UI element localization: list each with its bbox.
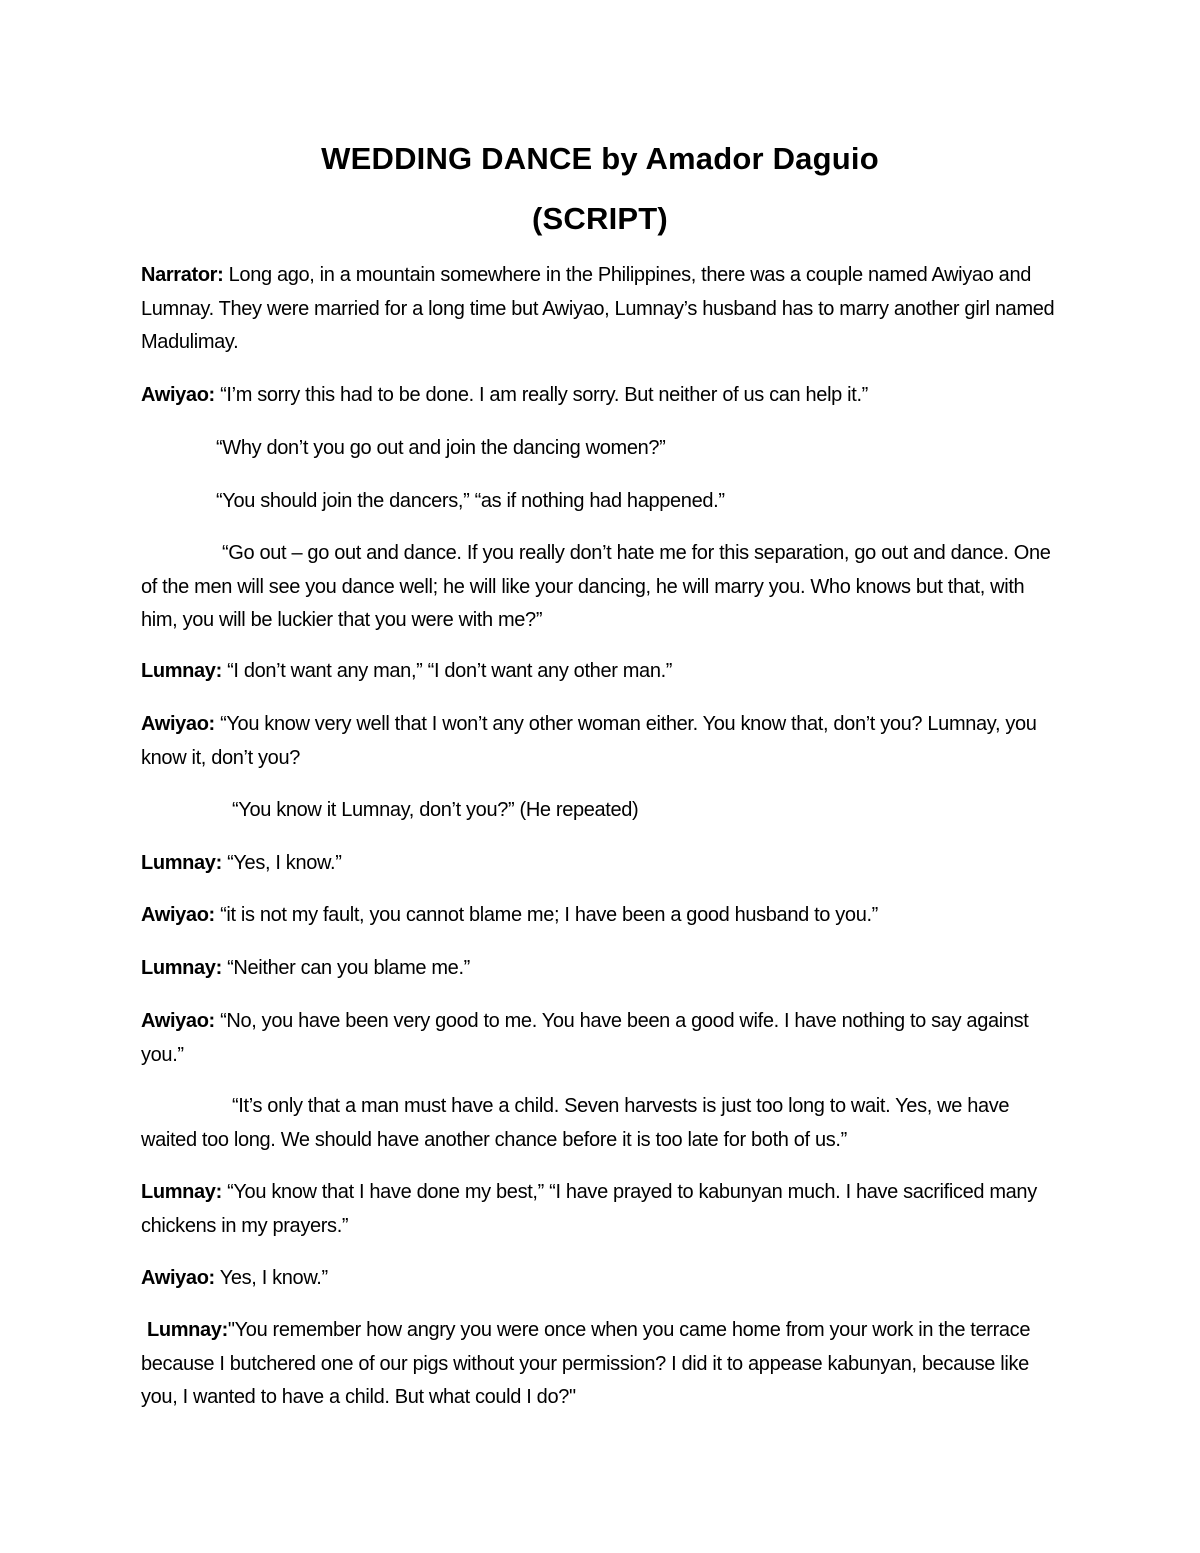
script-paragraph (141, 432, 1061, 466)
speaker-label: Narrator: (141, 264, 224, 286)
script-paragraph (141, 899, 1061, 933)
script-paragraph (141, 1262, 1061, 1296)
dialogue-text: “I’m sorry this had to be done. I am really sorry. But neither of us can help it.” (214, 384, 868, 406)
dialogue-text: "You remember how angry you were once when you came home from your work in the terrace because I butchered one of our pigs without your permission? I did it to appease kabunyan, because like you, I wanted to have a child. But what could I do?" (141, 1319, 1031, 1408)
script-paragraph (141, 952, 1061, 986)
dialogue-text: Long ago, in a mountain somewhere in the Philippines, there was a couple named Awiyao and Lumnay. They were married for a long time but Awiyao, Lumnay’s husband has to marry another girl named Madulimay. (141, 264, 1055, 353)
dialogue-text: “You know very well that I won’t any other woman either. You know that, don’t you? Lumnay, you know it, don’t you? (141, 713, 1037, 769)
script-paragraph (141, 1176, 1061, 1243)
dialogue-text: “Why don’t you go out and join the dancing women?” (216, 437, 666, 459)
script-paragraph (141, 1090, 1061, 1157)
speaker-label: Awiyao: (141, 1267, 215, 1289)
speaker-label: Lumnay: (141, 852, 222, 874)
speaker-label: Lumnay: (141, 660, 222, 682)
dialogue-text: “Go out – go out and dance. If you really don’t hate me for this separation, go out and dance. One of the men will see you dance well; he will like your dancing, he will marry you. Who knows but that, with him, you will be luckier that you were with me?” (141, 542, 1051, 631)
script-paragraph (141, 1314, 1061, 1415)
speaker-label: Awiyao: (141, 713, 215, 735)
dialogue-text: Yes, I know.” (214, 1267, 328, 1289)
dialogue-text: “You should join the dancers,” “as if nothing had happened.” (216, 490, 725, 512)
script-paragraph (141, 708, 1061, 775)
script-paragraph (141, 259, 1061, 360)
dialogue-text: “I don’t want any man,” “I don’t want any other man.” (221, 660, 673, 682)
speaker-label: Awiyao: (141, 1010, 215, 1032)
dialogue-text: “You know it Lumnay, don’t you?” (He repeated) (232, 799, 639, 821)
dialogue-text: “You know that I have done my best,” “I have prayed to kabunyan much. I have sacrificed many chickens in my prayers.” (141, 1181, 1037, 1237)
dialogue-text: “Neither can you blame me.” (221, 957, 470, 979)
script-paragraph (141, 537, 1061, 638)
speaker-label: Awiyao: (141, 904, 215, 926)
dialogue-text: “It’s only that a man must have a child. Seven harvests is just too long to wait. Yes, we have waited too long. We should have another chance before it is too late for both of us.” (141, 1095, 1010, 1151)
dialogue-text: “it is not my fault, you cannot blame me; I have been a good husband to you.” (214, 904, 878, 926)
script-paragraph (141, 379, 1061, 413)
document-title: WEDDING DANCE by Amador Daguio (321, 141, 879, 176)
script-paragraph (141, 794, 1061, 828)
dialogue-text: “Yes, I know.” (221, 852, 342, 874)
dialogue-text: “No, you have been very good to me. You have been a good wife. I have nothing to say against you.” (141, 1010, 1029, 1066)
speaker-label: Lumnay: (141, 957, 222, 979)
document-subtitle: (SCRIPT) (532, 201, 668, 236)
speaker-label: Lumnay: (141, 1181, 222, 1203)
script-paragraph (141, 1005, 1061, 1072)
speaker-label: Lumnay: (147, 1319, 228, 1341)
script-paragraph (141, 485, 1061, 519)
script-paragraph (141, 655, 1061, 689)
script-paragraph (141, 847, 1061, 881)
speaker-label: Awiyao: (141, 384, 215, 406)
